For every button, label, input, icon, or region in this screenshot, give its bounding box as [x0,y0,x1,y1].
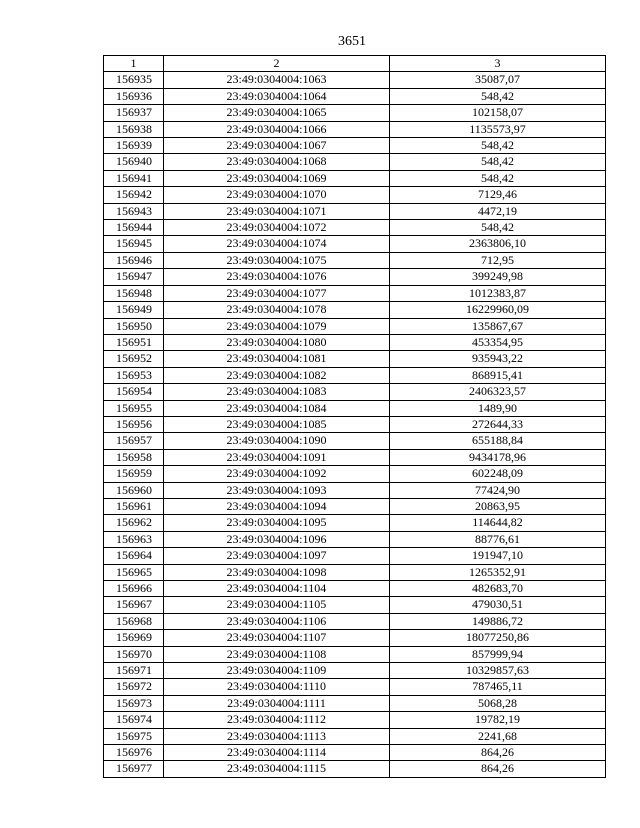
cadastral-number-cell: 23:49:0304004:1114 [164,745,390,761]
table-header-row [104,56,606,72]
value-cell: 272644,33 [390,416,606,432]
table-row [104,72,606,88]
row-number-cell: 156973 [104,695,164,711]
table-row [104,416,606,432]
table-row [104,646,606,662]
table-row [104,548,606,564]
page-number: 3651 [338,34,366,49]
row-number-cell: 156953 [104,367,164,383]
table-row [104,88,606,104]
cadastral-number-cell: 23:49:0304004:1082 [164,367,390,383]
table-row [104,138,606,154]
cadastral-number-cell: 23:49:0304004:1080 [164,334,390,350]
row-number-cell: 156966 [104,581,164,597]
cadastral-number-cell: 23:49:0304004:1069 [164,170,390,186]
value-cell: 935943,22 [390,351,606,367]
table-row [104,630,606,646]
row-number-cell: 156947 [104,269,164,285]
row-number-cell: 156965 [104,564,164,580]
cadastral-number-cell: 23:49:0304004:1092 [164,466,390,482]
table-row [104,384,606,400]
value-cell: 1135573,97 [390,121,606,137]
cadastral-number-cell: 23:49:0304004:1109 [164,663,390,679]
table-row [104,154,606,170]
cadastral-number-cell: 23:49:0304004:1113 [164,728,390,744]
row-number-cell: 156936 [104,88,164,104]
cadastral-number-cell: 23:49:0304004:1095 [164,515,390,531]
value-cell: 548,42 [390,220,606,236]
table-row [104,285,606,301]
row-number-cell: 156942 [104,187,164,203]
value-cell: 787465,11 [390,679,606,695]
table-row [104,105,606,121]
table-row [104,663,606,679]
row-number-cell: 156958 [104,449,164,465]
cadastral-number-cell: 23:49:0304004:1094 [164,498,390,514]
row-number-cell: 156954 [104,384,164,400]
table-row [104,318,606,334]
row-number-cell: 156944 [104,220,164,236]
row-number-cell: 156943 [104,203,164,219]
row-number-cell: 156969 [104,630,164,646]
cadastral-number-cell: 23:49:0304004:1064 [164,88,390,104]
row-number-cell: 156938 [104,121,164,137]
row-number-cell: 156949 [104,302,164,318]
row-number-cell: 156959 [104,466,164,482]
cadastral-number-cell: 23:49:0304004:1075 [164,252,390,268]
row-number-cell: 156948 [104,285,164,301]
value-cell: 868915,41 [390,367,606,383]
cadastral-number-cell: 23:49:0304004:1063 [164,72,390,88]
value-cell: 149886,72 [390,613,606,629]
value-cell: 602248,09 [390,466,606,482]
table-row [104,121,606,137]
row-number-cell: 156967 [104,597,164,613]
value-cell: 1489,90 [390,400,606,416]
table-row [104,302,606,318]
value-cell: 9434178,96 [390,449,606,465]
cadastral-number-cell: 23:49:0304004:1106 [164,613,390,629]
cadastral-number-cell: 23:49:0304004:1076 [164,269,390,285]
row-number-cell: 156961 [104,498,164,514]
value-cell: 88776,61 [390,531,606,547]
value-cell: 548,42 [390,138,606,154]
value-cell: 5068,28 [390,695,606,711]
cadastral-number-cell: 23:49:0304004:1081 [164,351,390,367]
row-number-cell: 156957 [104,433,164,449]
value-cell: 864,26 [390,745,606,761]
table-row [104,581,606,597]
row-number-cell: 156974 [104,712,164,728]
cadastral-number-cell: 23:49:0304004:1077 [164,285,390,301]
cadastral-number-cell: 23:49:0304004:1072 [164,220,390,236]
column-header: 2 [164,56,390,72]
cadastral-number-cell: 23:49:0304004:1066 [164,121,390,137]
value-cell: 20863,95 [390,498,606,514]
value-cell: 857999,94 [390,646,606,662]
table-row [104,400,606,416]
value-cell: 114644,82 [390,515,606,531]
table-row [104,515,606,531]
value-cell: 482683,70 [390,581,606,597]
value-cell: 548,42 [390,154,606,170]
value-cell: 864,26 [390,761,606,777]
cadastral-number-cell: 23:49:0304004:1112 [164,712,390,728]
value-cell: 7129,46 [390,187,606,203]
value-cell: 548,42 [390,170,606,186]
row-number-cell: 156941 [104,170,164,186]
row-number-cell: 156968 [104,613,164,629]
registry-table [103,55,606,778]
cadastral-number-cell: 23:49:0304004:1107 [164,630,390,646]
table-row [104,695,606,711]
cadastral-number-cell: 23:49:0304004:1085 [164,416,390,432]
value-cell: 16229960,09 [390,302,606,318]
table-row [104,712,606,728]
row-number-cell: 156951 [104,334,164,350]
row-number-cell: 156964 [104,548,164,564]
table-row [104,203,606,219]
row-number-cell: 156972 [104,679,164,695]
cadastral-number-cell: 23:49:0304004:1093 [164,482,390,498]
cadastral-number-cell: 23:49:0304004:1096 [164,531,390,547]
cadastral-number-cell: 23:49:0304004:1083 [164,384,390,400]
table-row [104,449,606,465]
table-row [104,334,606,350]
value-cell: 102158,07 [390,105,606,121]
value-cell: 135867,67 [390,318,606,334]
cadastral-number-cell: 23:49:0304004:1090 [164,433,390,449]
cadastral-number-cell: 23:49:0304004:1067 [164,138,390,154]
table-row [104,170,606,186]
value-cell: 655188,84 [390,433,606,449]
row-number-cell: 156971 [104,663,164,679]
table-row [104,367,606,383]
row-number-cell: 156940 [104,154,164,170]
cadastral-number-cell: 23:49:0304004:1105 [164,597,390,613]
value-cell: 4472,19 [390,203,606,219]
value-cell: 18077250,86 [390,630,606,646]
row-number-cell: 156955 [104,400,164,416]
value-cell: 548,42 [390,88,606,104]
row-number-cell: 156977 [104,761,164,777]
table-row [104,433,606,449]
value-cell: 712,95 [390,252,606,268]
cadastral-number-cell: 23:49:0304004:1079 [164,318,390,334]
table-row [104,482,606,498]
table-row [104,236,606,252]
row-number-cell: 156976 [104,745,164,761]
table-row [104,220,606,236]
table-row [104,728,606,744]
value-cell: 2406323,57 [390,384,606,400]
column-header: 1 [104,56,164,72]
value-cell: 10329857,63 [390,663,606,679]
value-cell: 2241,68 [390,728,606,744]
table-row [104,466,606,482]
registry-table-body [104,56,606,778]
value-cell: 77424,90 [390,482,606,498]
row-number-cell: 156952 [104,351,164,367]
cadastral-number-cell: 23:49:0304004:1068 [164,154,390,170]
cadastral-number-cell: 23:49:0304004:1098 [164,564,390,580]
table-row [104,269,606,285]
cadastral-number-cell: 23:49:0304004:1065 [164,105,390,121]
value-cell: 1012383,87 [390,285,606,301]
table-row [104,531,606,547]
table-row [104,745,606,761]
table-row [104,498,606,514]
row-number-cell: 156937 [104,105,164,121]
value-cell: 2363806,10 [390,236,606,252]
row-number-cell: 156962 [104,515,164,531]
value-cell: 479030,51 [390,597,606,613]
value-cell: 399249,98 [390,269,606,285]
row-number-cell: 156956 [104,416,164,432]
cadastral-number-cell: 23:49:0304004:1115 [164,761,390,777]
cadastral-number-cell: 23:49:0304004:1110 [164,679,390,695]
value-cell: 19782,19 [390,712,606,728]
cadastral-number-cell: 23:49:0304004:1071 [164,203,390,219]
row-number-cell: 156945 [104,236,164,252]
cadastral-number-cell: 23:49:0304004:1084 [164,400,390,416]
row-number-cell: 156950 [104,318,164,334]
table-row [104,351,606,367]
row-number-cell: 156963 [104,531,164,547]
value-cell: 191947,10 [390,548,606,564]
cadastral-number-cell: 23:49:0304004:1104 [164,581,390,597]
table-row [104,187,606,203]
row-number-cell: 156946 [104,252,164,268]
value-cell: 35087,07 [390,72,606,88]
row-number-cell: 156939 [104,138,164,154]
cadastral-number-cell: 23:49:0304004:1111 [164,695,390,711]
table-row [104,761,606,777]
cadastral-number-cell: 23:49:0304004:1108 [164,646,390,662]
table-row [104,679,606,695]
cadastral-number-cell: 23:49:0304004:1097 [164,548,390,564]
row-number-cell: 156970 [104,646,164,662]
value-cell: 453354,95 [390,334,606,350]
cadastral-number-cell: 23:49:0304004:1078 [164,302,390,318]
value-cell: 1265352,91 [390,564,606,580]
table-row [104,564,606,580]
table-row [104,613,606,629]
table-row [104,252,606,268]
cadastral-number-cell: 23:49:0304004:1074 [164,236,390,252]
table-row [104,597,606,613]
column-header: 3 [390,56,606,72]
row-number-cell: 156960 [104,482,164,498]
cadastral-number-cell: 23:49:0304004:1091 [164,449,390,465]
cadastral-number-cell: 23:49:0304004:1070 [164,187,390,203]
row-number-cell: 156935 [104,72,164,88]
row-number-cell: 156975 [104,728,164,744]
